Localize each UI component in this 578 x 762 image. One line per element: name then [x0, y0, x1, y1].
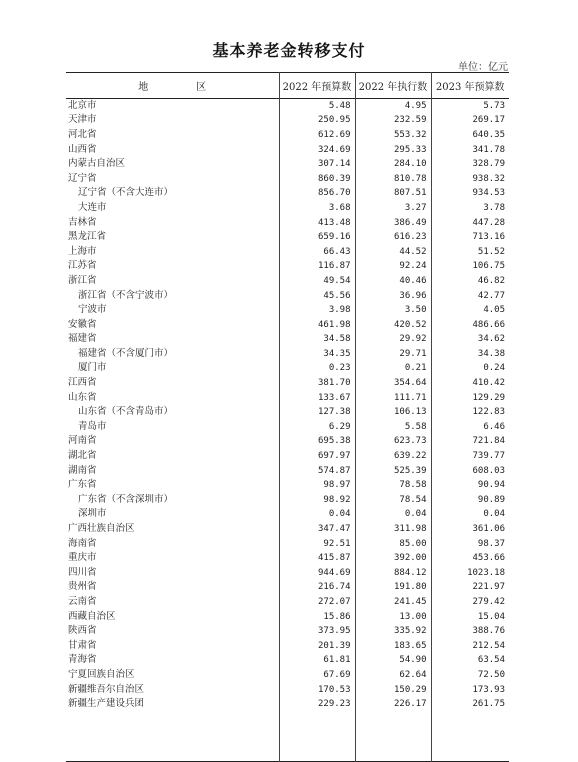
budget-2023-cell: 63.54 — [431, 653, 509, 668]
actual-2022-cell: 150.29 — [355, 682, 431, 697]
actual-2022-cell: 386.49 — [355, 215, 431, 230]
region-cell: 天津市 — [68, 114, 97, 126]
budget-2022-cell: 695.38 — [279, 434, 355, 449]
actual-2022-cell: 420.52 — [355, 317, 431, 332]
actual-2022-cell: 226.17 — [355, 697, 431, 712]
page-title: 基本养老金转移支付 — [212, 41, 366, 60]
region-cell: 新疆生产建设兵团 — [68, 698, 145, 710]
budget-2022-cell: 201.39 — [279, 638, 355, 653]
region-cell: 福建省 — [68, 333, 97, 345]
region-cell: 宁波市 — [78, 304, 107, 316]
actual-2022-cell: 639.22 — [355, 449, 431, 464]
region-cell: 内蒙古自治区 — [68, 158, 126, 170]
table-row — [66, 142, 509, 157]
budget-2022-cell: 98.92 — [279, 493, 355, 508]
region-cell: 深圳市 — [78, 508, 107, 520]
header-budget-2023: 2023 年预算数 — [431, 73, 509, 99]
budget-2023-cell: 34.62 — [431, 332, 509, 347]
budget-2023-cell: 1023.18 — [431, 566, 509, 581]
actual-2022-cell: 92.24 — [355, 259, 431, 274]
table-row — [66, 376, 509, 391]
region-cell: 广东省 — [68, 479, 97, 491]
budget-2023-cell: 129.29 — [431, 390, 509, 405]
actual-2022-cell: 36.96 — [355, 288, 431, 303]
budget-2023-cell: 739.77 — [431, 449, 509, 464]
table-row — [66, 157, 509, 172]
table-row — [66, 259, 509, 274]
actual-2022-cell: 295.33 — [355, 142, 431, 157]
budget-2023-cell: 42.77 — [431, 288, 509, 303]
blank-cell — [66, 711, 279, 761]
budget-2023-cell: 90.89 — [431, 493, 509, 508]
table-row — [66, 347, 509, 362]
table-row — [66, 215, 509, 230]
budget-2022-cell: 381.70 — [279, 376, 355, 391]
table-row — [66, 478, 509, 493]
actual-2022-cell: 311.98 — [355, 522, 431, 537]
budget-2022-cell: 659.16 — [279, 230, 355, 245]
table-row — [66, 493, 509, 508]
budget-2023-cell: 279.42 — [431, 595, 509, 610]
budget-2023-cell: 640.35 — [431, 128, 509, 143]
region-cell: 辽宁省 — [68, 172, 97, 184]
header-budget-2022: 2022 年预算数 — [279, 73, 355, 99]
actual-2022-cell: 4.95 — [355, 99, 431, 114]
budget-2023-cell: 221.97 — [431, 580, 509, 595]
actual-2022-cell: 0.04 — [355, 507, 431, 522]
budget-2022-cell: 373.95 — [279, 624, 355, 639]
budget-2023-cell: 3.78 — [431, 201, 509, 216]
region-cell: 云南省 — [68, 595, 97, 607]
header-actual-2022: 2022 年执行数 — [355, 73, 431, 99]
table-blank-space — [66, 711, 509, 761]
blank-cell — [279, 711, 355, 761]
budget-2023-cell: 721.84 — [431, 434, 509, 449]
budget-2022-cell: 216.74 — [279, 580, 355, 595]
budget-2022-cell: 307.14 — [279, 157, 355, 172]
budget-2023-cell: 361.06 — [431, 522, 509, 537]
region-cell: 河北省 — [68, 128, 97, 140]
region-cell: 贵州省 — [68, 581, 97, 593]
table-row — [66, 420, 509, 435]
table-row — [66, 317, 509, 332]
budget-2023-cell: 388.76 — [431, 624, 509, 639]
region-cell: 西藏自治区 — [68, 610, 116, 622]
table-row — [66, 609, 509, 624]
budget-2022-cell: 3.98 — [279, 303, 355, 318]
budget-2023-cell: 453.66 — [431, 551, 509, 566]
budget-2022-cell: 324.69 — [279, 142, 355, 157]
table-row — [66, 624, 509, 639]
budget-2022-cell: 92.51 — [279, 536, 355, 551]
budget-2023-cell: 122.83 — [431, 405, 509, 420]
actual-2022-cell: 354.64 — [355, 376, 431, 391]
table-row — [66, 536, 509, 551]
blank-cell — [431, 711, 509, 761]
budget-2022-cell: 5.48 — [279, 99, 355, 114]
actual-2022-cell: 44.52 — [355, 244, 431, 259]
budget-2023-cell: 212.54 — [431, 638, 509, 653]
region-cell: 福建省（不含厦门市） — [78, 347, 174, 359]
region-cell: 重庆市 — [68, 552, 97, 564]
budget-2022-cell: 3.68 — [279, 201, 355, 216]
budget-2023-cell: 0.04 — [431, 507, 509, 522]
actual-2022-cell: 392.00 — [355, 551, 431, 566]
actual-2022-cell: 616.23 — [355, 230, 431, 245]
actual-2022-cell: 232.59 — [355, 113, 431, 128]
table-row — [66, 244, 509, 259]
actual-2022-cell: 623.73 — [355, 434, 431, 449]
actual-2022-cell: 5.58 — [355, 420, 431, 435]
transfer-payment-table — [66, 72, 509, 762]
budget-2023-cell: 72.50 — [431, 668, 509, 683]
table-row — [66, 638, 509, 653]
region-cell: 大连市 — [78, 201, 107, 213]
budget-2023-cell: 5.73 — [431, 99, 509, 114]
table-row — [66, 551, 509, 566]
budget-2023-cell: 269.17 — [431, 113, 509, 128]
actual-2022-cell: 29.92 — [355, 332, 431, 347]
budget-2022-cell: 127.38 — [279, 405, 355, 420]
budget-2022-cell: 697.97 — [279, 449, 355, 464]
region-cell: 四川省 — [68, 566, 97, 578]
table-row — [66, 522, 509, 537]
actual-2022-cell: 3.50 — [355, 303, 431, 318]
actual-2022-cell: 284.10 — [355, 157, 431, 172]
table-row — [66, 449, 509, 464]
region-cell: 浙江省 — [68, 274, 97, 286]
budget-2022-cell: 49.54 — [279, 274, 355, 289]
budget-2022-cell: 67.69 — [279, 668, 355, 683]
table-row — [66, 113, 509, 128]
budget-2022-cell: 133.67 — [279, 390, 355, 405]
table-row — [66, 405, 509, 420]
budget-2022-cell: 0.04 — [279, 507, 355, 522]
region-cell: 青岛市 — [78, 420, 107, 432]
table-row — [66, 595, 509, 610]
budget-2022-cell: 250.95 — [279, 113, 355, 128]
region-cell: 辽宁省（不含大连市） — [78, 187, 174, 199]
actual-2022-cell: 13.00 — [355, 609, 431, 624]
table-row — [66, 201, 509, 216]
region-cell: 青海省 — [68, 654, 97, 666]
blank-cell — [355, 711, 431, 761]
budget-2023-cell: 51.52 — [431, 244, 509, 259]
budget-2022-cell: 347.47 — [279, 522, 355, 537]
region-cell: 安徽省 — [68, 318, 97, 330]
actual-2022-cell: 553.32 — [355, 128, 431, 143]
budget-2023-cell: 713.16 — [431, 230, 509, 245]
budget-2022-cell: 856.70 — [279, 186, 355, 201]
budget-2023-cell: 0.24 — [431, 361, 509, 376]
budget-2023-cell: 34.38 — [431, 347, 509, 362]
region-cell: 黑龙江省 — [68, 231, 107, 243]
actual-2022-cell: 78.58 — [355, 478, 431, 493]
actual-2022-cell: 85.00 — [355, 536, 431, 551]
budget-2023-cell: 106.75 — [431, 259, 509, 274]
budget-2022-cell: 272.07 — [279, 595, 355, 610]
actual-2022-cell: 106.13 — [355, 405, 431, 420]
region-cell: 江西省 — [68, 377, 97, 389]
region-cell: 宁夏回族自治区 — [68, 668, 135, 680]
budget-2023-cell: 90.94 — [431, 478, 509, 493]
actual-2022-cell: 525.39 — [355, 463, 431, 478]
actual-2022-cell: 40.46 — [355, 274, 431, 289]
budget-2022-cell: 0.23 — [279, 361, 355, 376]
table-row — [66, 580, 509, 595]
budget-2022-cell: 413.48 — [279, 215, 355, 230]
budget-2023-cell: 98.37 — [431, 536, 509, 551]
actual-2022-cell: 111.71 — [355, 390, 431, 405]
budget-2022-cell: 15.86 — [279, 609, 355, 624]
table-header — [66, 73, 509, 99]
budget-2022-cell: 461.98 — [279, 317, 355, 332]
table-row — [66, 653, 509, 668]
actual-2022-cell: 183.65 — [355, 638, 431, 653]
actual-2022-cell: 78.54 — [355, 493, 431, 508]
table-row — [66, 230, 509, 245]
budget-2022-cell: 34.58 — [279, 332, 355, 347]
budget-2023-cell: 261.75 — [431, 697, 509, 712]
table-row — [66, 288, 509, 303]
region-cell: 新疆维吾尔自治区 — [68, 683, 145, 695]
region-cell: 厦门市 — [78, 362, 107, 374]
region-cell: 山东省 — [68, 391, 97, 403]
budget-2023-cell: 608.03 — [431, 463, 509, 478]
budget-2022-cell: 170.53 — [279, 682, 355, 697]
budget-2023-cell: 4.05 — [431, 303, 509, 318]
region-cell: 河南省 — [68, 435, 97, 447]
budget-2023-cell: 15.04 — [431, 609, 509, 624]
budget-2022-cell: 66.43 — [279, 244, 355, 259]
budget-2023-cell: 447.28 — [431, 215, 509, 230]
budget-2022-cell: 6.29 — [279, 420, 355, 435]
table-row — [66, 274, 509, 289]
actual-2022-cell: 884.12 — [355, 566, 431, 581]
actual-2022-cell: 0.21 — [355, 361, 431, 376]
budget-2022-cell: 45.56 — [279, 288, 355, 303]
region-cell: 山东省（不含青岛市） — [78, 406, 174, 418]
table-row — [66, 361, 509, 376]
table-row — [66, 128, 509, 143]
budget-2023-cell: 486.66 — [431, 317, 509, 332]
budget-2023-cell: 173.93 — [431, 682, 509, 697]
table-row — [66, 171, 509, 186]
actual-2022-cell: 335.92 — [355, 624, 431, 639]
region-cell: 北京市 — [68, 100, 97, 112]
actual-2022-cell: 241.45 — [355, 595, 431, 610]
budget-2022-cell: 944.69 — [279, 566, 355, 581]
actual-2022-cell: 807.51 — [355, 186, 431, 201]
table-row — [66, 507, 509, 522]
table-row — [66, 697, 509, 712]
unit-label: 单位：亿元 — [458, 62, 508, 73]
table-row — [66, 434, 509, 449]
table-row — [66, 99, 509, 114]
region-cell: 海南省 — [68, 537, 97, 549]
actual-2022-cell: 191.80 — [355, 580, 431, 595]
region-cell: 湖北省 — [68, 450, 97, 462]
budget-2022-cell: 612.69 — [279, 128, 355, 143]
actual-2022-cell: 810.78 — [355, 171, 431, 186]
budget-2023-cell: 410.42 — [431, 376, 509, 391]
region-cell: 湖南省 — [68, 464, 97, 476]
region-cell: 广西壮族自治区 — [68, 523, 135, 535]
actual-2022-cell: 29.71 — [355, 347, 431, 362]
table-body — [66, 99, 509, 762]
budget-2022-cell: 98.97 — [279, 478, 355, 493]
region-cell: 上海市 — [68, 245, 97, 257]
budget-2023-cell: 938.32 — [431, 171, 509, 186]
table-row — [66, 463, 509, 478]
actual-2022-cell: 62.64 — [355, 668, 431, 683]
budget-2023-cell: 6.46 — [431, 420, 509, 435]
region-cell: 广东省（不含深圳市） — [78, 493, 174, 505]
budget-2023-cell: 934.53 — [431, 186, 509, 201]
budget-2022-cell: 116.87 — [279, 259, 355, 274]
budget-2022-cell: 860.39 — [279, 171, 355, 186]
table-row — [66, 332, 509, 347]
budget-2022-cell: 61.81 — [279, 653, 355, 668]
table-row — [66, 566, 509, 581]
table-row — [66, 390, 509, 405]
actual-2022-cell: 3.27 — [355, 201, 431, 216]
header-region: 地区 — [138, 82, 255, 93]
budget-2023-cell: 328.79 — [431, 157, 509, 172]
region-cell: 甘肃省 — [68, 639, 97, 651]
budget-2023-cell: 46.82 — [431, 274, 509, 289]
header-row — [66, 73, 509, 99]
budget-2022-cell: 229.23 — [279, 697, 355, 712]
budget-2023-cell: 341.78 — [431, 142, 509, 157]
table-row — [66, 668, 509, 683]
region-cell: 吉林省 — [68, 216, 97, 228]
region-cell: 山西省 — [68, 143, 97, 155]
table-row — [66, 303, 509, 318]
region-cell: 浙江省（不含宁波市） — [78, 289, 174, 301]
region-cell: 江苏省 — [68, 260, 97, 272]
actual-2022-cell: 54.90 — [355, 653, 431, 668]
region-cell: 陕西省 — [68, 625, 97, 637]
table-row — [66, 682, 509, 697]
budget-2022-cell: 574.87 — [279, 463, 355, 478]
budget-2022-cell: 415.87 — [279, 551, 355, 566]
table-row — [66, 186, 509, 201]
budget-2022-cell: 34.35 — [279, 347, 355, 362]
